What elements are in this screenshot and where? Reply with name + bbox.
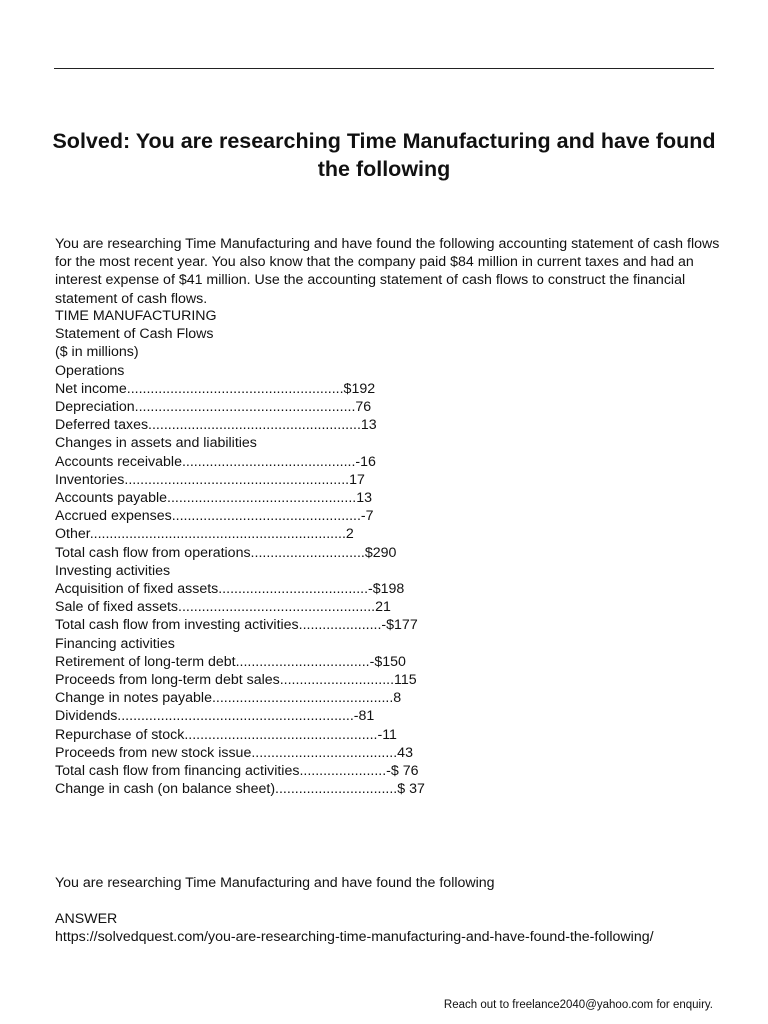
statement-line: Operations [55,362,125,379]
statement-line: Other.................................................................2 [55,526,354,543]
statement-line: Depreciation........................................................76 [55,399,372,416]
statement-line: Deferred taxes......................................................13 [55,417,377,434]
statement-line: Net income.......................................................$192 [55,380,376,397]
statement-line: Accounts receivable............................................-16 [55,453,376,470]
footer-enquiry: Reach out to freelance2040@yahoo.com for enquiry. [443,999,713,1011]
statement-line: Dividends............................................................-81 [55,708,375,725]
statement-line: Accrued expenses................................................-7 [55,508,374,525]
statement-line: Statement of Cash Flows [55,326,214,343]
answer-label: ANSWER [55,911,118,927]
statement-line: Retirement of long-term debt..................................-$150 [55,653,406,670]
statement-line: Change in cash (on balance sheet)...............................$ 37 [55,781,425,798]
statement-line: Changes in assets and liabilities [55,435,257,452]
answer-block [55,910,654,946]
page-title: Solved: You are researching Time Manufacturing and have found the following [52,129,716,181]
cash-flow-statement [55,307,725,798]
statement-line: Total cash flow from financing activities......................-$ 76 [55,763,419,780]
answer-link[interactable]: https://solvedquest.com/you-are-researching-time-manufacturing-and-have-found-the-following/ [55,929,654,946]
statement-line: Proceeds from new stock issue.....................................43 [55,744,413,761]
statement-line: Total cash flow from investing activities.....................-$177 [55,617,418,634]
statement-line: Sale of fixed assets..................................................21 [55,599,391,616]
statement-line: Change in notes payable..............................................8 [55,690,402,707]
statement-line: Proceeds from long-term debt sales.............................115 [55,672,417,689]
statement-line: Accounts payable................................................13 [55,490,372,507]
statement-line: ($ in millions) [55,344,139,361]
closing-sentence: You are researching Time Manufacturing and have found the following [55,875,495,891]
statement-line: Inventories.........................................................17 [55,471,365,488]
statement-line: Acquisition of fixed assets......................................-$198 [55,581,405,598]
intro-paragraph: You are researching Time Manufacturing and have found the following accounting statement of cash flows for the most recent year. You also know that the company paid $84 million in current taxes and had an interest expense of $41 million. Use the accounting statement of cash flows to construct the financial statement of cash flows. [55,236,720,307]
statement-line: Total cash flow from operations.............................$290 [55,544,397,561]
statement-line: TIME MANUFACTURING [55,308,217,324]
statement-line: Financing activities [55,635,175,652]
statement-line: Repurchase of stock.................................................-11 [55,726,397,743]
statement-line: Investing activities [55,562,171,579]
top-divider [54,68,714,69]
